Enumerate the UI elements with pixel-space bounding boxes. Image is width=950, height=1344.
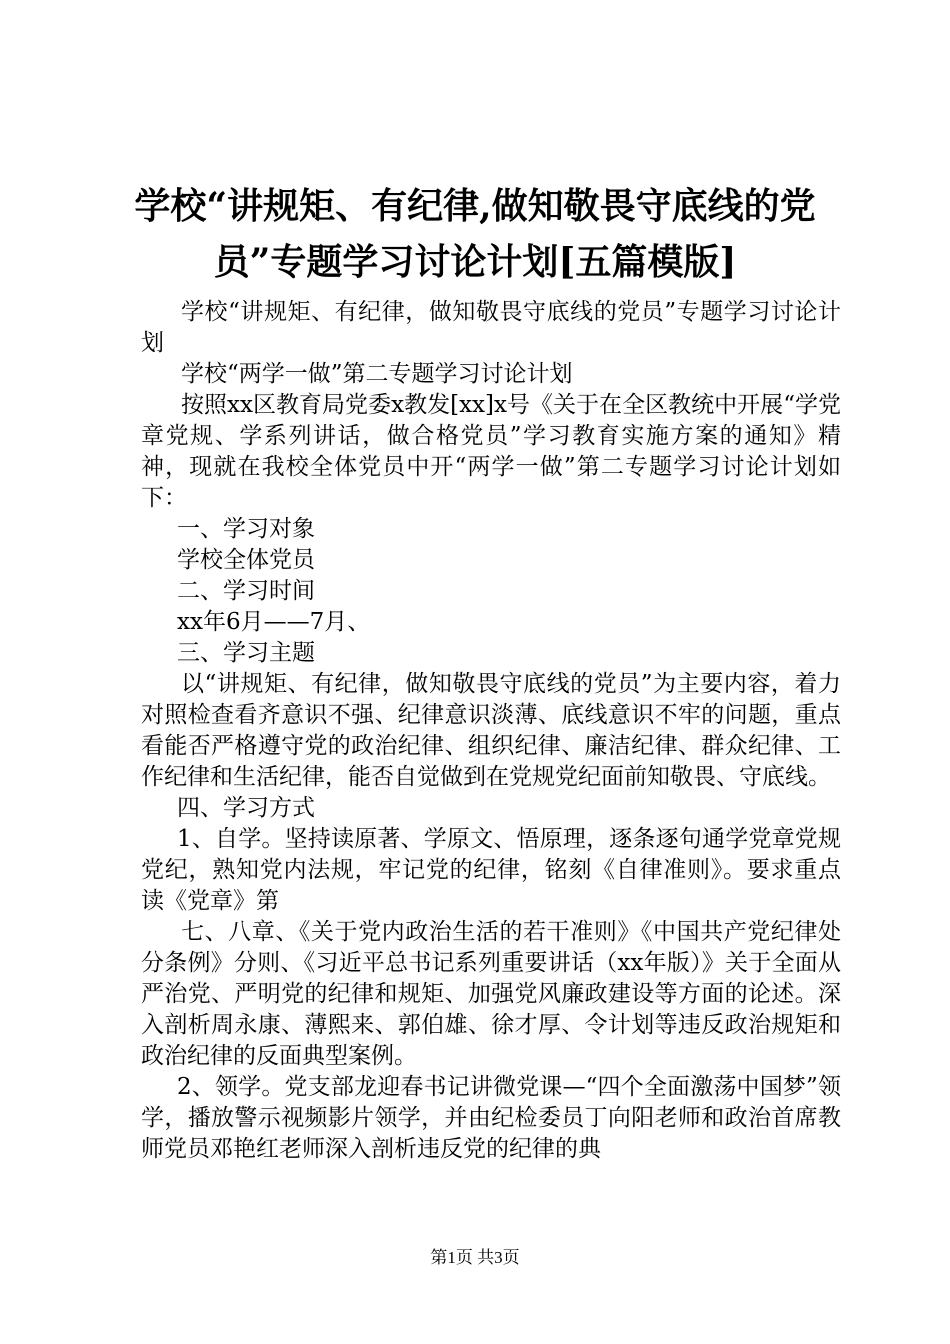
- paragraph: 以“讲规矩、有纪律，做知敬畏守底线的党员”为主要内容，着力对照检查看齐意识不强、纪律意识淡薄、底线意识不牢的问题，重点看能否严格遵守党的政治纪律、组织纪律、廉洁纪律、群众纪律、工作纪律和生活纪律，能否自觉做到在党规党纪面前知敬畏、守底线。: [141, 671, 841, 790]
- document-body: [141, 297, 841, 1165]
- paragraph: 1、自学。坚持读原著、学原文、悟原理，逐条逐句通学党章党规党纪，熟知党内法规，牢记党的纪律，铭刻《自律准则》。要求重点读《党章》第: [141, 826, 841, 914]
- page-footer: 第1页 共3页: [430, 1248, 520, 1267]
- section-heading: 二、学习时间: [177, 578, 315, 604]
- section-heading: 一、学习对象: [177, 516, 315, 542]
- section-heading: 三、学习主题: [177, 640, 315, 666]
- paragraph: 学校“两学一做”第二专题学习讨论计划: [181, 361, 573, 387]
- title-line-1: 学校“讲规矩、有纪律,做知敬畏守底线的党: [134, 185, 816, 227]
- paragraph: xx年6月——7月、: [177, 609, 371, 635]
- title-line-2: 员”专题学习讨论计划[五篇模版]: [213, 241, 737, 283]
- document-title: [120, 178, 830, 290]
- section-heading: 四、学习方式: [177, 795, 315, 821]
- paragraph: 学校全体党员: [177, 547, 315, 573]
- paragraph: 2、领学。党支部龙迎春书记讲微党课—“四个全面激荡中国梦”领学，播放警示视频影片领学，并由纪检委员丁向阳老师和政治首席教师党员邓艳红老师深入剖析违反党的纪律的典: [141, 1074, 841, 1162]
- paragraph: 七、八章、《关于党内政治生活的若干准则》《中国共产党纪律处分条例》分则、《习近平总书记系列重要讲话（xx年版）》关于全面从严治党、严明党的纪律和规矩、加强党风廉政建设等方面的论述。深入剖析周永康、薄熙来、郭伯雄、徐才厚、令计划等违反政治规矩和政治纪律的反面典型案例。: [141, 919, 841, 1069]
- paragraph: 按照xx区教育局党委x教发[xx]x号《关于在全区教统中开展“学党章党规、学系列讲话，做合格党员”学习教育实施方案的通知》精神，现就在我校全体党员中开“两学一做”第二专题学习讨论计划如下：: [141, 392, 841, 511]
- paragraph: 学校“讲规矩、有纪律，做知敬畏守底线的党员”专题学习讨论计划: [141, 299, 841, 356]
